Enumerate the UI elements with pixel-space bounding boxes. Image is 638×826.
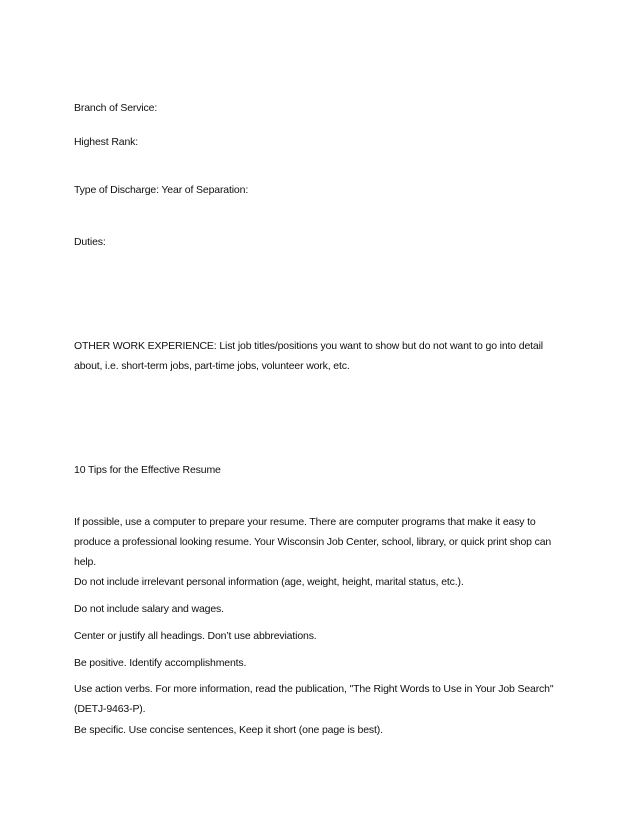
tip-item: Be positive. Identify accomplishments. <box>74 657 247 669</box>
tips-heading: 10 Tips for the Effective Resume <box>74 464 221 476</box>
highest-rank-label: Highest Rank: <box>74 136 138 148</box>
tip-item: Do not include salary and wages. <box>74 603 224 615</box>
tip-item: If possible, use a computer to prepare your resume. There are computer programs that make it easy to produce a professional looking resume. Your Wisconsin Job Center, school, library, or quick print shop can help. <box>74 516 552 568</box>
discharge-separation-label: Type of Discharge: Year of Separation: <box>74 184 249 196</box>
duties-label: Duties: <box>74 236 106 248</box>
tip-item: Center or justify all headings. Don’t use abbreviations. <box>74 630 317 642</box>
tip-item: Use action verbs. For more information, read the publication, "The Right Words to Use in Your Job Search" (DETJ-9463-P). <box>74 683 554 715</box>
tip-item: Do not include irrelevant personal information (age, weight, height, marital status, etc.). <box>74 576 464 588</box>
branch-of-service-label: Branch of Service: <box>74 102 158 114</box>
other-work-experience-paragraph: OTHER WORK EXPERIENCE: List job titles/positions you want to show but do not want to go into detail about, i.e. short-term jobs, part-time jobs, volunteer work, etc. <box>74 340 543 372</box>
tip-item: Be specific. Use concise sentences, Keep it short (one page is best). <box>74 724 383 736</box>
